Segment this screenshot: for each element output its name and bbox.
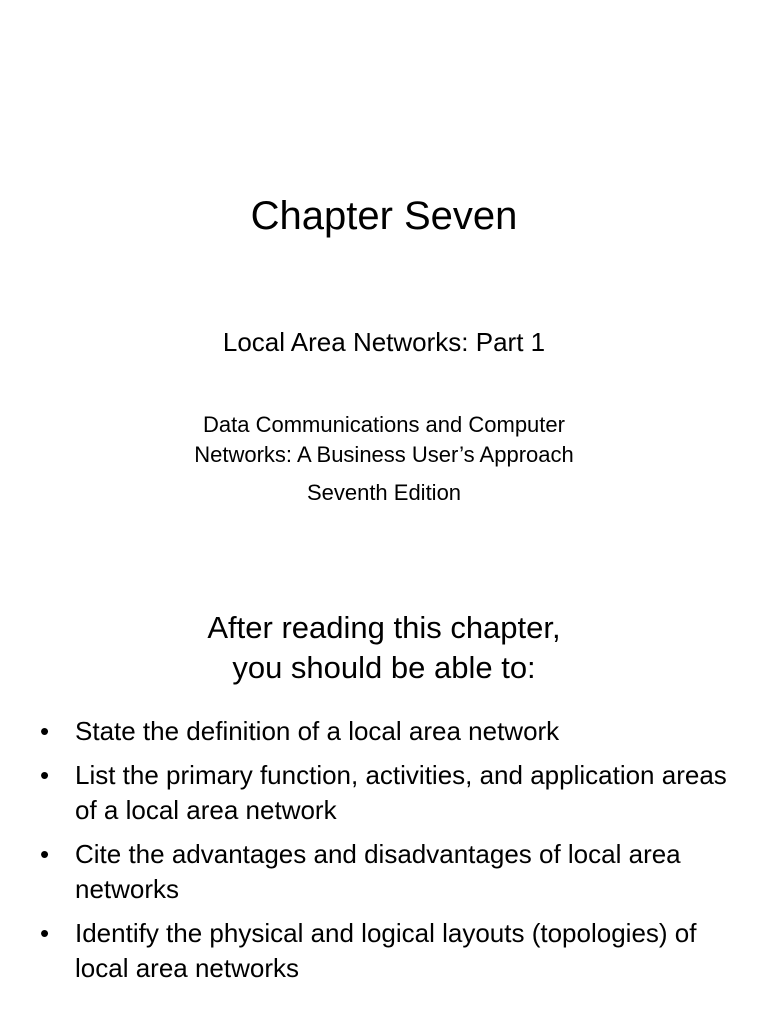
objectives-heading bbox=[0, 608, 768, 688]
list-item bbox=[40, 714, 740, 749]
list-item bbox=[40, 916, 740, 986]
list-item-text: State the definition of a local area network bbox=[75, 716, 560, 746]
bullet-icon: • bbox=[40, 918, 50, 948]
objectives-heading-line-1: After reading this chapter, bbox=[207, 610, 561, 645]
book-title bbox=[0, 410, 768, 470]
bullet-icon: • bbox=[40, 760, 50, 790]
bullet-icon: • bbox=[40, 716, 50, 746]
chapter-subtitle: Local Area Networks: Part 1 bbox=[222, 327, 546, 357]
list-item bbox=[40, 837, 740, 907]
list-item-text: List the primary function, activities, and application areas of a local area network bbox=[75, 760, 727, 825]
list-item-text: Identify the physical and logical layouts (topologies) of local area networks bbox=[75, 918, 697, 983]
book-title-line-1: Data Communications and Computer bbox=[203, 412, 565, 437]
objectives-list bbox=[40, 714, 740, 995]
bullet-icon: • bbox=[40, 839, 50, 869]
list-item bbox=[40, 758, 740, 828]
edition-label: Seventh Edition bbox=[306, 480, 462, 505]
book-title-line-2: Networks: A Business User’s Approach bbox=[194, 442, 574, 467]
chapter-title: Chapter Seven bbox=[250, 194, 518, 238]
list-item-text: Cite the advantages and disadvantages of local area networks bbox=[75, 839, 681, 904]
objectives-heading-line-2: you should be able to: bbox=[232, 650, 536, 685]
objectives-slide bbox=[0, 556, 768, 1024]
